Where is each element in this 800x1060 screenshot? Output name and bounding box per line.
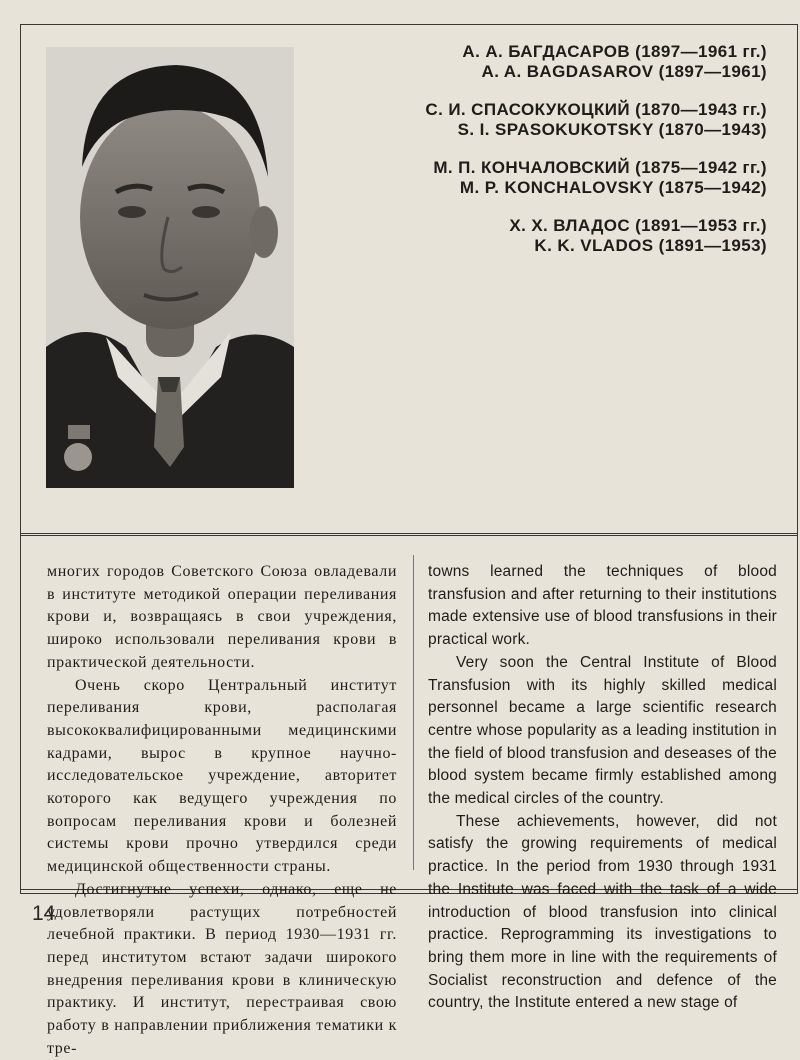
name-en: S. I. SPASOKUKOTSKY (1870—1943) — [457, 120, 767, 139]
name-pair-3 — [327, 158, 767, 198]
name-ru: С. И. СПАСОКУКОЦКИЙ (1870—1943 гг.) — [425, 100, 767, 119]
name-pair-1 — [327, 42, 767, 82]
name-ru: А. А. БАГДАСАРОВ (1897—1961 гг.) — [462, 42, 767, 61]
name-pair-4 — [327, 216, 767, 256]
name-ru: Х. Х. ВЛАДОС (1891—1953 гг.) — [509, 216, 767, 235]
russian-text-column — [47, 561, 397, 1060]
ru-paragraph: многих городов Советского Союза овладевали в институте методикой операции переливания крови и, возвращаясь в свои учреждения, широко использовали переливания крови в практической деятельности. — [47, 563, 397, 671]
portrait-illustration — [46, 47, 294, 488]
english-text-column — [428, 561, 777, 1015]
name-ru: М. П. КОНЧАЛОВСКИЙ (1875—1942 гг.) — [433, 158, 767, 177]
name-en: M. P. KONCHALOVSKY (1875—1942) — [459, 178, 767, 197]
portrait-photo — [46, 47, 294, 488]
divider-line-thin — [20, 535, 798, 536]
en-paragraph: Very soon the Central Institute of Blood Transfusion with its highly skilled medical personnel became a large scientific research centre whose popularity as a leading institution in the field of blood transfusion and deseases of the blood system became firmly established among the medical circles of the country. — [428, 653, 777, 808]
ru-paragraph: Достигнутые успехи, однако, еще не удовлетворяли растущих потребностей лечебной практики. В период 1930—1931 гг. перед институтом встают задачи широкого внедрения переливания крови в клиническую практику. И институт, перестраивая свою работу в направлении приближения тематики к тре- — [47, 880, 397, 1057]
page-number: 14 — [32, 902, 56, 925]
names-list — [327, 42, 767, 274]
name-en: K. K. VLADOS (1891—1953) — [534, 236, 767, 255]
name-pair-2 — [327, 100, 767, 140]
divider-line — [20, 533, 798, 534]
name-en: A. A. BAGDASAROV (1897—1961) — [481, 62, 767, 81]
ru-paragraph: Очень скоро Центральный институт переливания крови, располагая высококвалифицированными медицинскими кадрами, вырос в крупное научно-исследовательское учреждение, авторитет которого как ведущего учреждения по вопросам переливания крови и болезней системы крови прочно утвердился среди медицинской общественности страны. — [47, 676, 397, 876]
en-paragraph: These achievements, however, did not satisfy the growing requirements of medical practice. In the period from 1930 through 1931 the Institute was faced with the task of a wide introduction of blood transfusion into clinical practice. Reprogramming its investigations to bring them more in line with the requirements of Socialist reconstruction and defence of the country, the Institute entered a new stage of — [428, 812, 777, 1012]
en-paragraph: towns learned the techniques of blood transfusion and after returning to their institutions made extensive use of blood transfusions in their practical work. — [428, 563, 777, 649]
column-divider — [413, 555, 414, 870]
